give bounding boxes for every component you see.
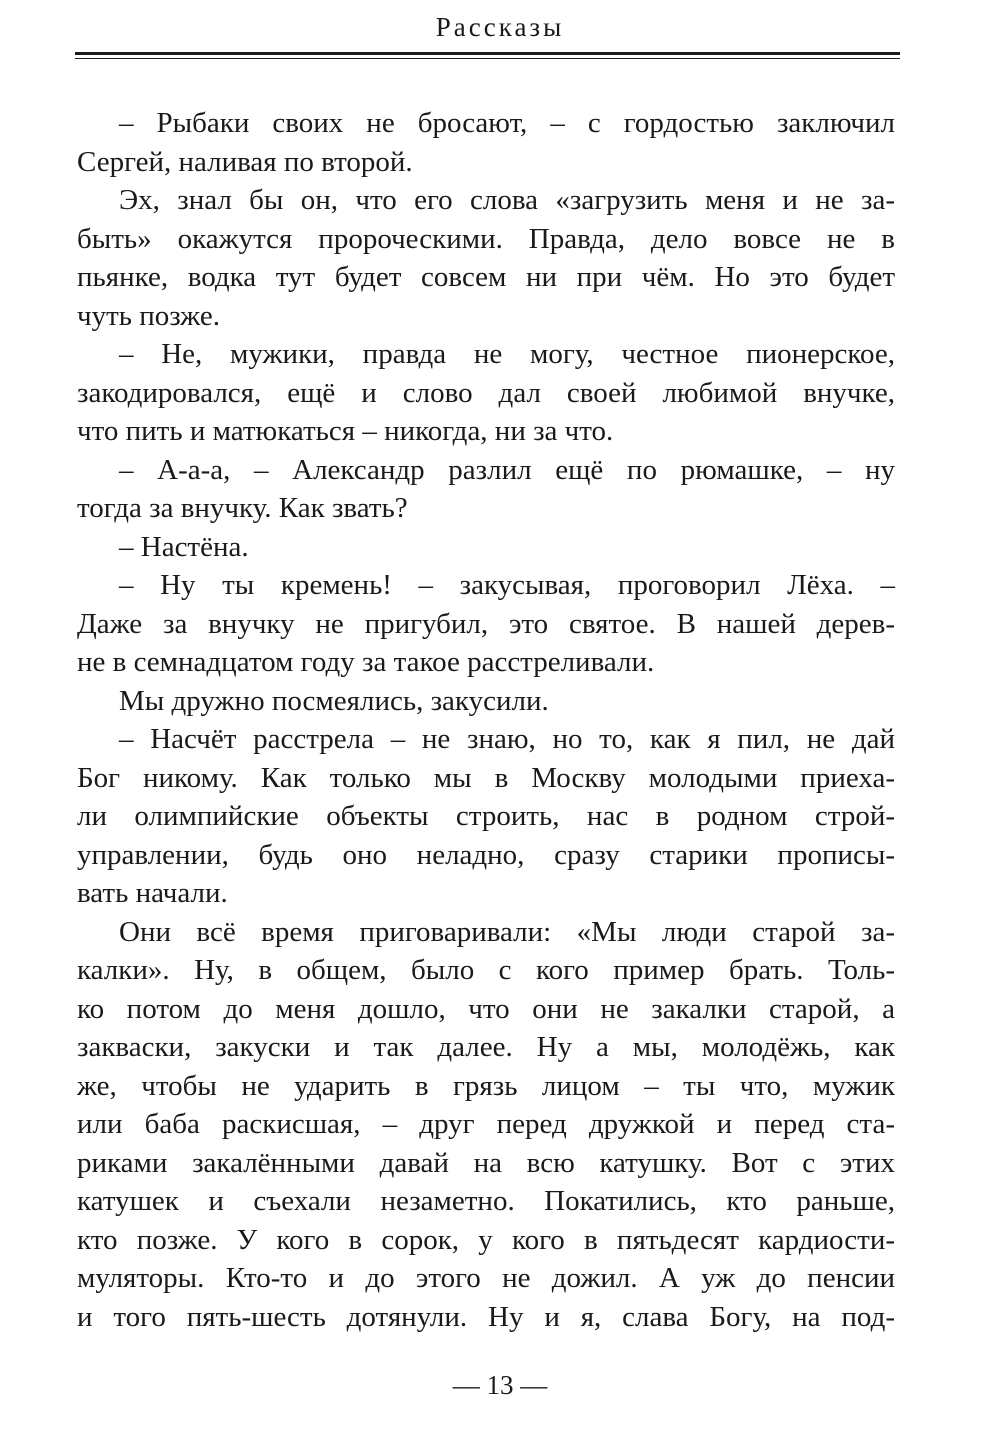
text-line: калки». Ну, в общем, было с кого пример брать. Толь- bbox=[77, 954, 895, 986]
text-line: управлении, будь оно неладно, сразу старики прописы- bbox=[77, 838, 895, 871]
text-line: – А-а-а, – Александр разлил ещё по рюмашке, – ну bbox=[119, 453, 895, 486]
text-line: ли олимпийские объекты строить, нас в родном строй- bbox=[77, 800, 895, 832]
header-rule-thin bbox=[75, 58, 900, 59]
text-line: муляторы. Кто-то и до этого не дожил. А уж до пенсии bbox=[77, 1262, 895, 1294]
text-line: же, чтобы не ударить в грязь лицом – ты что, мужик bbox=[77, 1069, 895, 1102]
text-line: – Насчёт расстрела – не знаю, но то, как я пил, не дай bbox=[119, 723, 895, 755]
text-line: Даже за внучку не пригубил, это святое. В нашей дерев- bbox=[77, 607, 895, 640]
text-line: пьянке, водка тут будет совсем ни при чём. Но это будет bbox=[77, 261, 895, 293]
text-line: и того пять-шесть дотянули. Ну и я, слава Богу, на под- bbox=[77, 1300, 895, 1333]
page-number: — 13 — bbox=[452, 1370, 548, 1400]
running-head: Рассказы bbox=[435, 12, 565, 42]
text-line: закодировался, ещё и слово дал своей любимой внучке, bbox=[77, 376, 895, 409]
text-line: Мы дружно посмеялись, закусили. bbox=[119, 684, 549, 717]
text-line: Сергей, наливая по второй. bbox=[77, 145, 413, 178]
text-line: не в семнадцатом году за такое расстреливали. bbox=[77, 646, 655, 678]
text-line: или баба раскисшая, – друг перед дружкой и перед ста- bbox=[77, 1108, 895, 1140]
text-line: Они всё время приговаривали: «Мы люди старой за- bbox=[119, 915, 895, 948]
text-line: что пить и матюкаться – никогда, ни за что. bbox=[77, 415, 614, 447]
text-line: тогда за внучку. Как звать? bbox=[77, 492, 408, 524]
header-rule-thick bbox=[75, 52, 900, 55]
text-line: быть» окажутся пророческими. Правда, дело вовсе не в bbox=[77, 222, 895, 255]
text-line: – Не, мужики, правда не могу, честное пионерское, bbox=[119, 338, 895, 370]
text-line: чуть позже. bbox=[77, 299, 220, 332]
text-line: – Ну ты кремень! – закусывая, проговорил Лёха. – bbox=[119, 569, 895, 601]
text-line: Бог никому. Как только мы в Москву молодыми приеха- bbox=[77, 761, 895, 794]
text-line: – Настёна. bbox=[119, 530, 249, 563]
text-line: закваски, закуски и так далее. Ну а мы, молодёжь, как bbox=[77, 1031, 895, 1063]
text-line: катушек и съехали незаметно. Покатились, кто раньше, bbox=[77, 1185, 895, 1217]
text-line: риками закалёнными давай на всю катушку. Вот с этих bbox=[77, 1146, 895, 1179]
text-line: вать начали. bbox=[77, 877, 228, 909]
text-line: ко потом до меня дошло, что они не закалки старой, а bbox=[77, 992, 895, 1025]
body-text bbox=[77, 104, 895, 1336]
text-line: – Рыбаки своих не бросают, – с гордостью заключил bbox=[119, 107, 895, 139]
text-line: Эх, знал бы он, что его слова «загрузить меня и не за- bbox=[119, 184, 895, 216]
text-line: кто позже. У кого в сорок, у кого в пятьдесят кардиости- bbox=[77, 1223, 895, 1256]
